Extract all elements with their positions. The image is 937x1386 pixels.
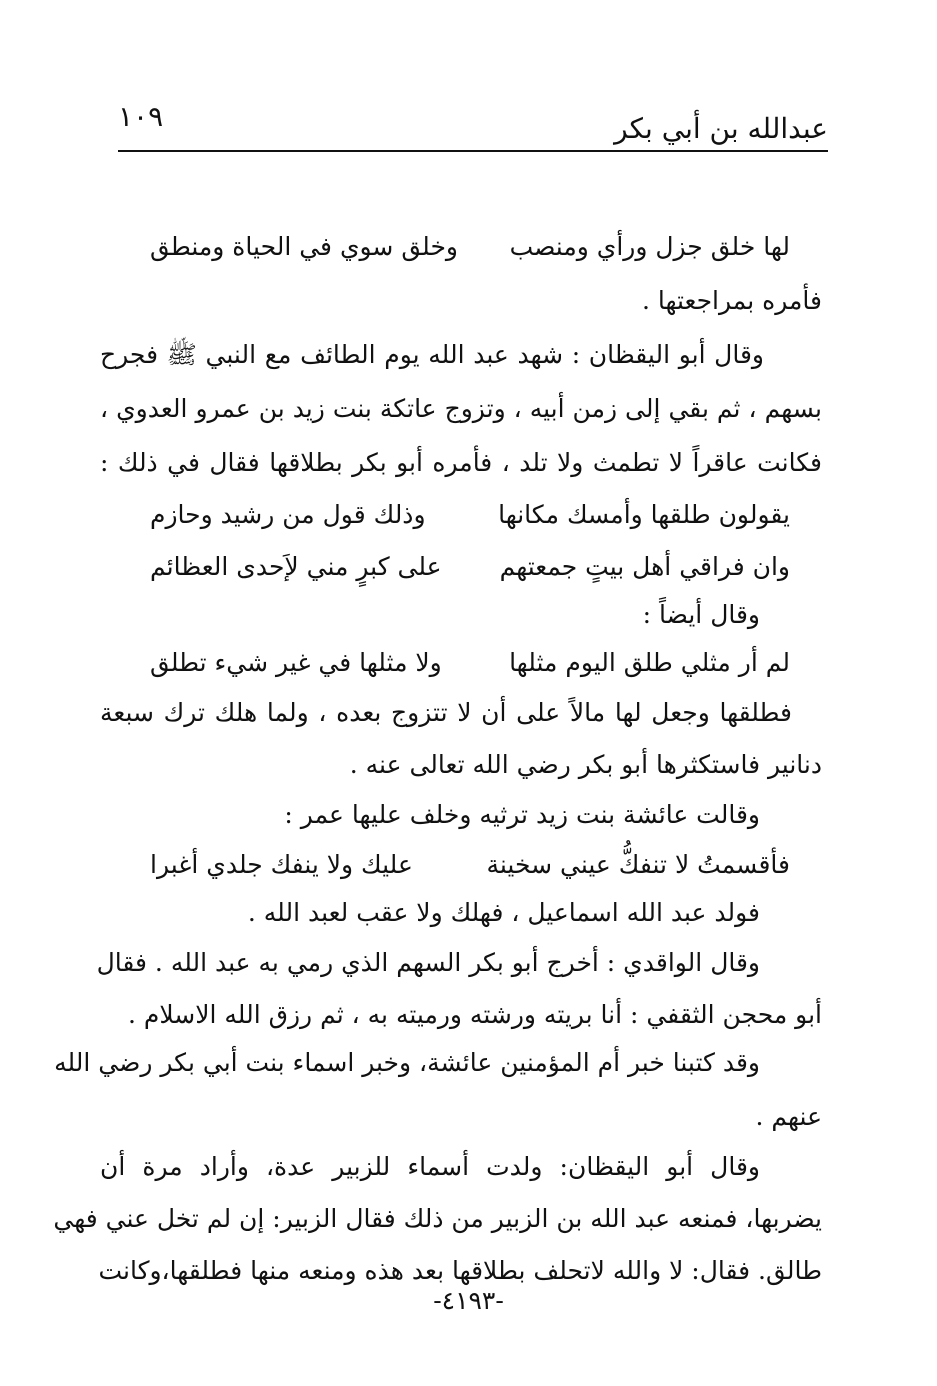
text-line: فأمره بمراجعتها .: [641, 286, 822, 315]
text-line: طالق. فقال: لا والله لاتحلف بطلاقها بعد هذه ومنعه منها فطلقها،وكانت: [98, 1256, 822, 1285]
verse-hemistich: لم أر مثلي طلق اليوم مثلها: [509, 648, 790, 677]
text-line: يضربها، فمنعه عبد الله بن الزبير من ذلك فقال الزبير: إن لم تخل عني فهي: [53, 1204, 822, 1233]
verse-hemistich: ولا مثلها في غير شيء تطلق: [150, 648, 442, 677]
text-line: دنانير فاستكثرها أبو بكر رضي الله تعالى عنه .: [349, 750, 822, 779]
text-line: وقالت عائشة بنت زيد ترثيه وخلف عليها عمر :: [284, 800, 760, 829]
verse-hemistich: فأقسمتُ لا تنفكُّ عيني سخينة: [486, 850, 790, 879]
page-footer: [0, 1286, 937, 1315]
text-line: فكانت عاقراً لا تطمث ولا تلد ، فأمره أبو بكر بطلاقها فقال في ذلك :: [100, 448, 822, 477]
text-line: فطلقها وجعل لها مالاً على أن لا تتزوج بعده ، ولما هلك ترك سبعة: [100, 698, 792, 727]
footer-page-code: -٤١٩٣-: [433, 1286, 504, 1315]
text-line: وقال أيضاً :: [642, 600, 760, 629]
verse-hemistich: وذلك قول من رشيد وحازم: [150, 500, 426, 529]
verse-hemistich: يقولون طلقها وأمسك مكانها: [498, 500, 790, 529]
verse-hemistich: على كبرٍ مني لإَحدى العظائم: [150, 552, 442, 581]
text-line: بسهم ، ثم بقي إلى زمن أبيه ، وتزوج عاتكة بنت زيد بن عمرو العدوي ،: [100, 394, 822, 423]
running-header: [118, 96, 828, 148]
text-line: وقال أبو اليقظان: ولدت أسماء للزبير عدة، وأراد مرة أن: [100, 1152, 760, 1181]
verse-hemistich: لها خلق جزل ورأي ومنصب: [509, 232, 790, 261]
verse-hemistich: وخلق سوي في الحياة ومنطق: [150, 232, 458, 261]
header-title: عبدالله بن أبي بكر: [614, 112, 828, 145]
header-page-number: ١٠٩: [118, 100, 164, 133]
text-line: وقد كتبنا خبر أم المؤمنين عائشة، وخبر اسماء بنت أبي بكر رضي الله: [54, 1048, 760, 1077]
verse-hemistich: عليك ولا ينفك جلدي أغبرا: [150, 850, 413, 879]
verse-hemistich: وان فراقي أهل بيتٍ جمعتهم: [499, 552, 790, 581]
text-line: عنهم .: [755, 1102, 822, 1131]
text-line: فولد عبد الله اسماعيل ، فهلك ولا عقب لعبد الله .: [247, 898, 760, 927]
text-line: أبو محجن الثقفي : أنا بريته ورشته ورميته به ، ثم رزق الله الاسلام .: [128, 1000, 822, 1029]
header-rule: [118, 150, 828, 152]
text-line: وقال الواقدي : أخرج أبو بكر السهم الذي رمي به عبد الله . فقال: [96, 948, 760, 977]
text-line: وقال أبو اليقظان : شهد عبد الله يوم الطائف مع النبي ﷺ فجرح: [100, 340, 764, 369]
